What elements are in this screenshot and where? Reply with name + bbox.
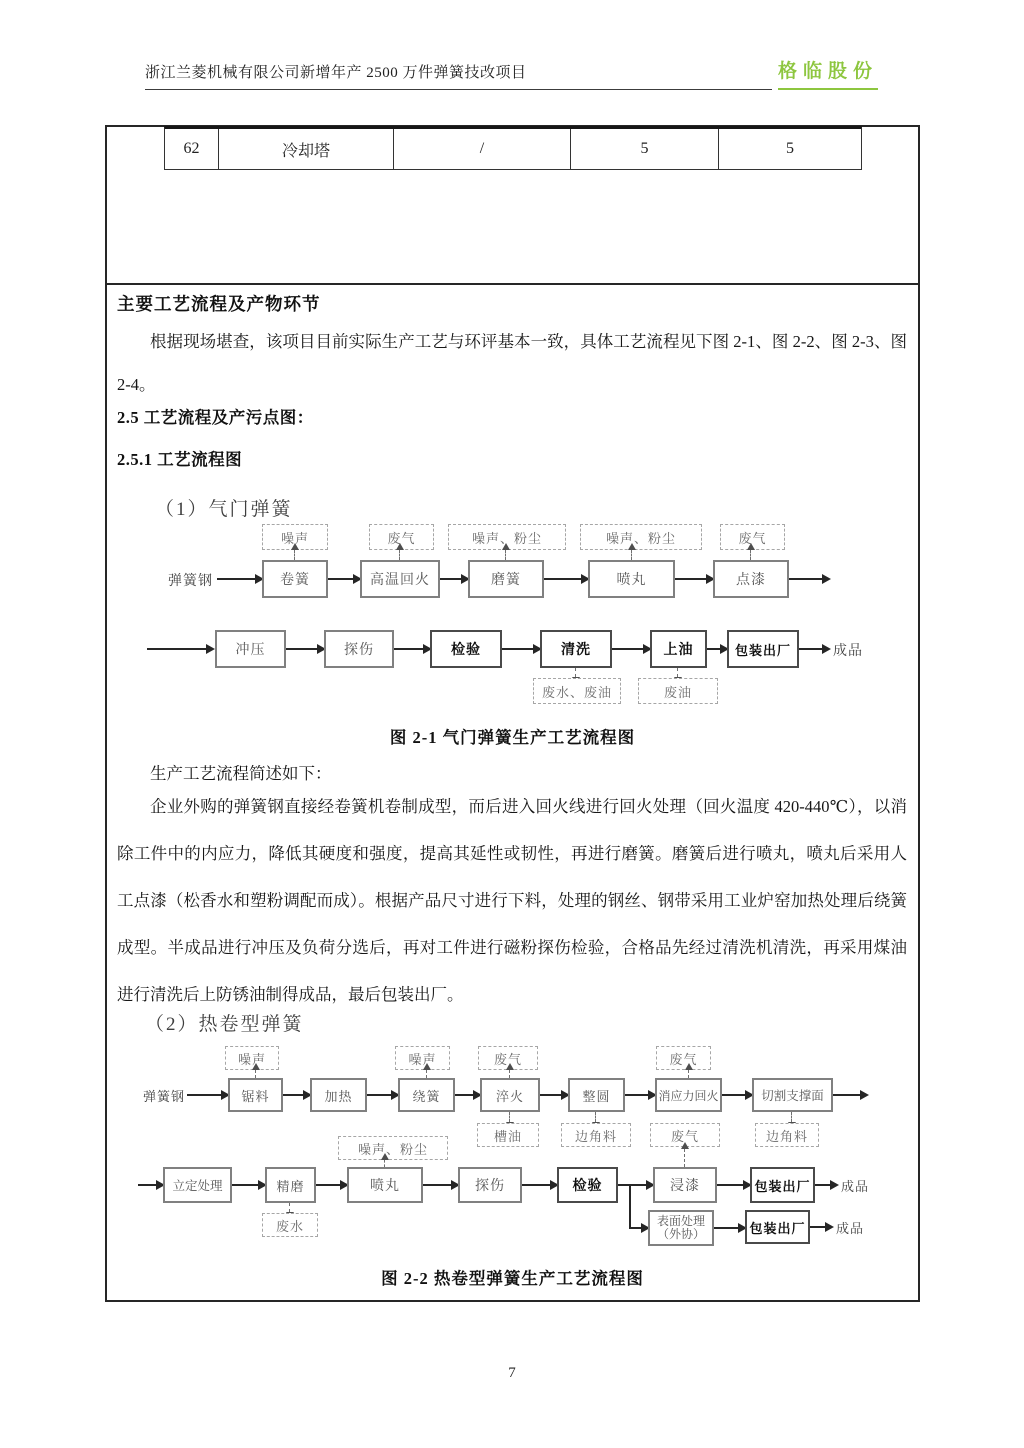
flow-arrow [367,1094,398,1096]
sub-heading-251: 2.5.1 工艺流程图 [117,450,243,469]
flow-arrow [286,648,324,650]
start-label: 弹簧钢 [168,574,213,589]
flow-arrow [789,578,829,580]
table-cell-count2: 5 [786,140,794,157]
waste-box: 边角料 [755,1123,819,1147]
branch-box-line2: （外协） [656,1227,705,1241]
flow-arrow [714,1227,745,1229]
process-box: 冲压 [215,630,286,668]
flow-arrow [815,1184,837,1186]
waste-box: 边角料 [561,1123,631,1147]
flow-arrow [394,648,430,650]
dashed-arrow-up [399,550,400,560]
flow-arrow [799,648,829,650]
table-cell-no: 62 [165,129,219,169]
flow-arrow [328,578,360,580]
process-box: 整圆 [568,1078,625,1112]
diagram2-title: （2）热卷型弹簧 [145,1014,304,1035]
emission-box: 噪声、粉尘 [338,1136,448,1160]
process-box: 淬火 [480,1078,540,1112]
brand-logo: 格临股份 [778,56,878,90]
flow-arrow [316,1184,347,1186]
end-label: 成品 [841,1179,870,1194]
process-box: 探伤 [458,1167,522,1203]
table-cell-name: 冷却塔 [219,129,394,169]
process-box: 包装出厂 [727,630,799,668]
flow-arrow [707,648,727,650]
flow-arrow [423,1184,458,1186]
diagram-hot-coiled-spring [105,1005,920,1261]
process-box: 包装出厂 [745,1210,810,1244]
flow-arrow [717,1184,750,1186]
process-box: 加热 [310,1078,367,1112]
flow-arrow [540,1094,568,1096]
process-box: 浸漆 [653,1167,717,1203]
flow-arrow [544,578,588,580]
emission-box: 废气 [369,524,434,550]
description-lead: 生产工艺流程简述如下： [150,764,332,783]
page-header [145,56,878,90]
branch-line [629,1185,631,1228]
flow-arrow [440,578,468,580]
figure-caption-2-1: 图 2-1 气门弹簧生产工艺流程图 [389,728,636,747]
flow-arrow [502,648,540,650]
dashed-arrow-up [631,550,632,560]
emission-box: 噪声 [225,1046,279,1070]
flow-arrow [833,1094,867,1096]
flow-arrow [629,1227,648,1229]
dashed-arrow-up [684,1149,685,1167]
flow-arrow [625,1094,655,1096]
dashed-arrow-up [750,550,751,560]
table-cell-count1: 5 [571,129,719,169]
dashed-arrow-up [384,1160,385,1167]
waste-box: 槽油 [477,1123,539,1147]
section-heading: 主要工艺流程及产物环节 [117,294,321,314]
dashed-arrow-down [575,668,576,677]
waste-box: 废油 [638,678,718,704]
start-label: 弹簧钢 [143,1089,186,1104]
emission-box: 废气 [650,1123,720,1147]
emission-box: 噪声、粉尘 [448,524,566,550]
process-box: 锯料 [228,1078,283,1112]
description-body: 企业外购的弹簧钢直接经卷簧机卷制成型，而后进入回火线进行回火处理（回火温度 420-440℃），以消除工件中的内应力，降低其硬度和强度，提高其延性或韧性，再进行磨簧。磨簧后进行喷丸，喷丸后采用人工点漆（松香水和塑粉调配而成）。根据产品尺寸进行下料，处理的钢丝、钢带采用工业炉窑加热处理后绕簧成型。半成品进行冲压及负荷分选后，再对工件进行磁粉探伤检验，合格品先经过清洗机清洗，再采用煤油进行清洗后上防锈油制得成品，最后包装出厂。 [117,797,907,1004]
emission-box: 噪声 [262,524,328,550]
emission-box: 噪声 [395,1046,450,1070]
process-box: 检验 [557,1167,618,1203]
waste-box: 废水、废油 [533,678,621,704]
process-box: 立定处理 [163,1167,232,1203]
dashed-arrow-up [688,1070,689,1078]
figure-caption-2-2: 图 2-2 热卷型弹簧生产工艺流程图 [381,1269,644,1288]
diagram1-title: （1）气门弹簧 [155,499,293,520]
flow-arrow [722,1094,752,1096]
flow-arrow [187,1094,228,1096]
dashed-arrow-up [294,550,295,560]
end-label: 成品 [836,1221,865,1236]
dashed-arrow-down [595,1112,596,1122]
flow-arrow [283,1094,310,1096]
flow-arrow [232,1184,265,1186]
dashed-arrow-down [791,1112,792,1122]
process-box: 精磨 [265,1167,316,1203]
dashed-arrow-up [255,1070,256,1078]
diagram-valve-spring [105,490,920,712]
project-title: 浙江兰菱机械有限公司新增年产 2500 万件弹簧技改项目 [145,61,772,90]
process-box: 探伤 [324,630,394,668]
flow-arrow [675,578,713,580]
process-box: 喷丸 [588,560,675,598]
flow-arrow [217,578,262,580]
emission-box: 噪声、粉尘 [580,524,702,550]
emission-box: 废气 [656,1046,711,1070]
emission-box: 废气 [720,524,785,550]
frame-divider [105,283,920,285]
process-box: 绕簧 [398,1078,455,1112]
process-box: 喷丸 [347,1167,423,1203]
intro-paragraph: 根据现场堪查，该项目目前实际生产工艺与环评基本一致，具体工艺流程见下图 2-1、图 2-2、图 2-3、图 2-4。 [117,332,907,394]
sub-heading-25: 2.5 工艺流程及产污点图： [117,408,314,427]
waste-box: 废水 [262,1213,318,1237]
table-cell-spec: / [394,129,571,169]
flow-arrow [138,1184,163,1186]
flow-arrow [522,1184,557,1186]
process-box: 高温回火 [360,560,440,598]
process-box: 消应力回火 [655,1078,722,1112]
dashed-arrow-down [677,668,678,677]
dashed-arrow-up [505,550,506,560]
process-box: 清洗 [540,630,612,668]
process-box: 上油 [650,630,707,668]
flow-arrow [147,648,213,650]
flow-arrow [455,1094,480,1096]
process-box: 磨簧 [468,560,544,598]
dashed-arrow-down [289,1203,290,1212]
process-box: 检验 [430,630,502,668]
process-box: 切割支撑面 [752,1078,833,1112]
end-label: 成品 [833,644,863,659]
page-number: 7 [508,1365,516,1381]
branch-box-line1: 表面处理 [656,1214,705,1228]
process-box [648,1210,714,1246]
equipment-table-row [164,126,862,170]
process-box: 包装出厂 [750,1167,815,1203]
dashed-arrow-up [426,1070,427,1078]
process-box: 点漆 [713,560,789,598]
dashed-arrow-down [509,1112,510,1122]
dashed-arrow-up [509,1070,510,1078]
flow-arrow [612,648,650,650]
process-box: 卷簧 [262,560,328,598]
emission-box: 废气 [478,1046,538,1070]
flow-arrow [618,1184,653,1186]
flow-arrow [810,1226,832,1228]
